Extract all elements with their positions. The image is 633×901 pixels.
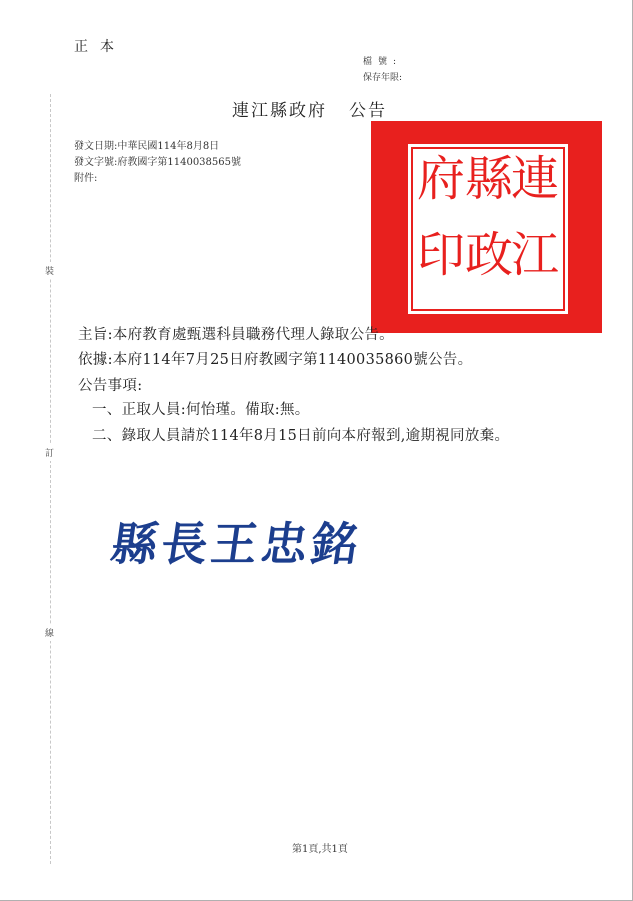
document-kind: 公告 — [349, 101, 387, 121]
seal-glyph: 連 — [511, 151, 560, 207]
seal-glyph: 江 — [511, 227, 560, 283]
items-heading: 公告事項: — [78, 378, 143, 394]
binding-mark-zhuang: 裝 — [45, 262, 54, 279]
document-number: 發文字號:府教國字第1140038565號 — [74, 157, 241, 168]
basis-line: 依據:本府114年7月25日府教國字第1140035860號公告。 — [78, 352, 473, 368]
official-seal — [371, 121, 602, 333]
document-title — [232, 96, 387, 121]
seal-glyph: 府 — [417, 151, 466, 207]
issue-date: 發文日期:中華民國114年8月8日 — [74, 141, 220, 152]
notice-item: 二、錄取人員請於114年8月15日前向本府報到,逾期視同放棄。 — [92, 428, 510, 444]
attachment-label: 附件: — [74, 173, 98, 184]
seal-glyph: 印 — [417, 227, 466, 283]
seal-glyph: 縣 — [465, 151, 514, 207]
file-number-label: 檔號: — [363, 57, 403, 67]
notice-item: 一、正取人員:何怡瑾。備取:無。 — [92, 402, 310, 418]
retention-label: 保存年限: — [363, 73, 403, 83]
binding-mark-xian: 線 — [45, 624, 54, 641]
seal-frame — [411, 147, 565, 311]
magistrate-signature: 縣長王忠銘 — [107, 517, 366, 571]
binding-mark-ding: 訂 — [45, 444, 54, 461]
page-number: 第1頁,共1頁 — [292, 844, 348, 855]
issuer-name: 連江縣政府 — [232, 101, 327, 121]
binding-line — [50, 94, 51, 864]
copy-mark: 正本 — [74, 39, 126, 55]
seal-glyph: 政 — [465, 227, 514, 283]
subject-line: 主旨:本府教育處甄選科員職務代理人錄取公告。 — [78, 327, 394, 343]
